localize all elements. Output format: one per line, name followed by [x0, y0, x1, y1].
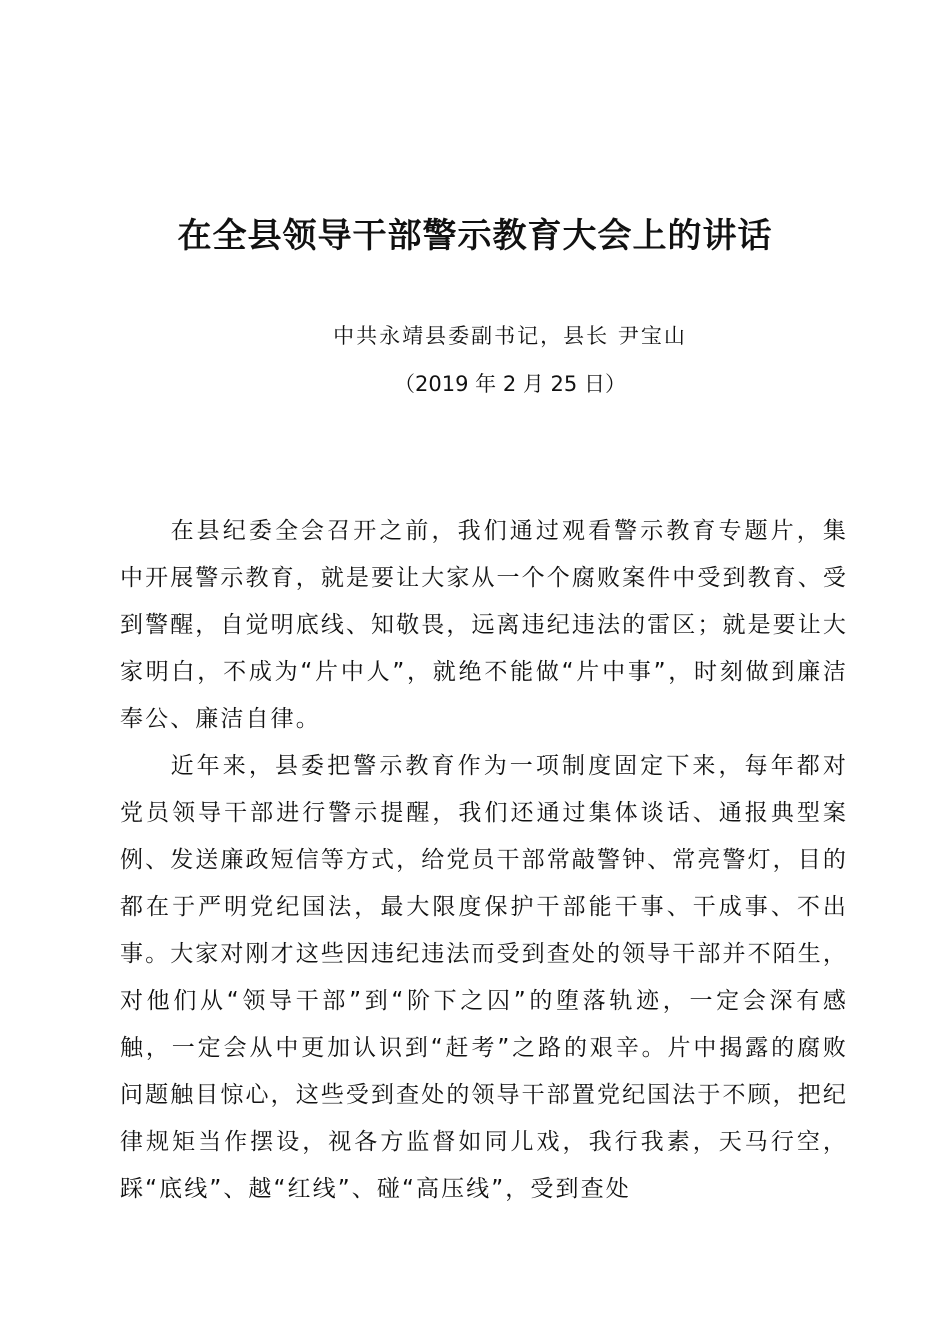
paragraph-2: 近年来，县委把警示教育作为一项制度固定下来，每年都对党员领导干部进行警示提醒，我们还通过集体谈话、通报典型案例、发送廉政短信等方式，给党员干部常敲警钟、常亮警灯，目的都在于严明党纪国法，最大限度保护干部能干事、干成事、不出事。大家对刚才这些因违纪违法而受到查处的领导干部并不陌生，对他们从“领导干部”到“阶下之囚”的堕落轨迹，一定会深有感触，一定会从中更加认识到“赶考”之路的艰辛。片中揭露的腐败问题触目惊心，这些受到查处的领导干部置党纪国法于不顾，把纪律规矩当作摆设，视各方监督如同儿戏，我行我素，天马行空，踩“底线”、越“红线”、碰“高压线”，受到查处: [120, 753, 848, 1202]
paragraph-1: 在县纪委全会召开之前，我们通过观看警示教育专题片，集中开展警示教育，就是要让大家从一个个腐败案件中受到教育、受到警醒，自觉明底线、知敬畏，远离违纪违法的雷区；就是要让大家明白，不成为“片中人”，就绝不能做“片中事”，时刻做到廉洁奉公、廉洁自律。: [120, 518, 848, 732]
speech-date: （2019 年 2 月 25 日）: [394, 372, 626, 396]
author-byline: 中共永靖县委副书记，县长 尹宝山: [333, 324, 687, 348]
document-title: 在全县领导干部警示教育大会上的讲话: [177, 216, 773, 256]
body-text: [120, 508, 848, 1213]
